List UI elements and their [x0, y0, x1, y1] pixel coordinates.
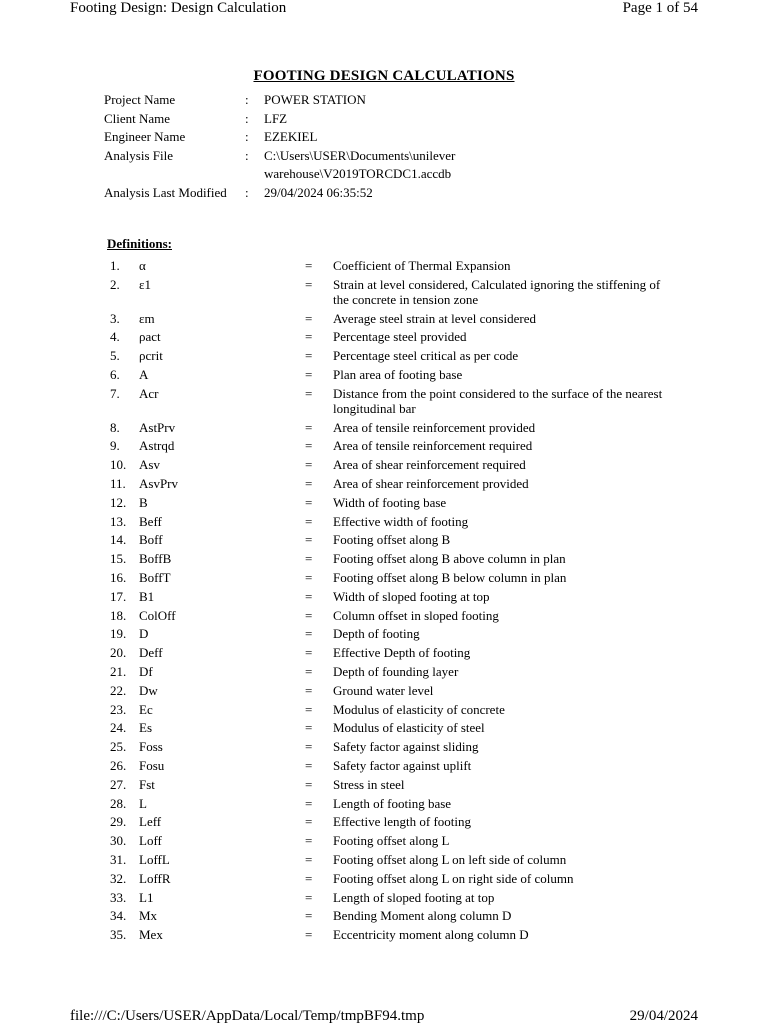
footer-file-path: file:///C:/Users/USER/AppData/Local/Temp/tmpBF94.tmp — [70, 1008, 425, 1024]
definition-description: Safety factor against sliding — [333, 739, 479, 755]
definition-equals: = — [305, 833, 313, 849]
meta-value: C:\Users\USER\Documents\unilever warehouse\V2019TORCDC1.accdb — [264, 147, 456, 181]
definition-equals: = — [305, 720, 313, 736]
definition-item — [110, 626, 663, 641]
definition-equals: = — [305, 329, 313, 345]
definition-description: Effective length of footing — [333, 814, 472, 830]
definition-description: Width of footing base — [333, 494, 447, 510]
definition-symbol: Asv — [139, 457, 160, 473]
definition-item — [110, 908, 663, 923]
definition-number: 9. — [110, 438, 120, 454]
definition-symbol: Loff — [139, 833, 162, 849]
project-info — [104, 91, 594, 202]
definition-number: 12. — [110, 494, 127, 510]
definition-symbol: B1 — [139, 588, 155, 604]
definition-item — [110, 796, 663, 811]
definition-description: Footing offset along B below column in plan — [333, 569, 567, 585]
meta-row-engineer — [104, 128, 594, 147]
meta-label: Engineer Name — [104, 129, 186, 144]
definition-symbol: Foss — [139, 739, 163, 755]
definition-description: Strain at level considered, Calculated ignoring the stiffening of the concrete in tension zone — [333, 276, 661, 307]
definition-equals: = — [305, 551, 313, 567]
meta-row-client — [104, 110, 594, 129]
definition-number: 26. — [110, 757, 127, 773]
page-header-title: Footing Design: Design Calculation — [70, 0, 287, 16]
definition-description: Percentage steel critical as per code — [333, 348, 519, 364]
definition-equals: = — [305, 258, 313, 273]
definition-number: 10. — [110, 457, 127, 473]
definition-number: 34. — [110, 908, 127, 924]
definition-number: 3. — [110, 310, 120, 326]
definition-number: 15. — [110, 551, 127, 567]
definition-symbol: Df — [139, 663, 153, 679]
meta-row-last-modified — [104, 184, 594, 203]
definition-symbol: LoffR — [139, 870, 171, 886]
definition-symbol: AsvPrv — [139, 475, 179, 491]
definition-description: Length of sloped footing at top — [333, 889, 495, 905]
definition-item — [110, 645, 663, 660]
definition-number: 17. — [110, 588, 127, 604]
definition-number: 27. — [110, 776, 127, 792]
definition-equals: = — [305, 475, 313, 491]
definition-equals: = — [305, 682, 313, 698]
definition-description: Area of shear reinforcement required — [333, 457, 526, 473]
meta-label: Analysis File — [104, 147, 173, 163]
definition-number: 30. — [110, 833, 127, 849]
meta-row-analysis-file — [104, 147, 594, 184]
definition-item — [110, 495, 663, 510]
definition-equals: = — [305, 814, 313, 830]
definition-number: 5. — [110, 348, 120, 364]
definition-number: 7. — [110, 385, 120, 401]
definition-number: 2. — [110, 276, 120, 292]
definition-number: 13. — [110, 513, 127, 529]
definition-number: 21. — [110, 663, 127, 679]
definition-symbol: Acr — [139, 385, 159, 401]
definition-equals: = — [305, 870, 313, 886]
definition-description: Length of footing base — [333, 795, 452, 811]
definition-item — [110, 664, 663, 679]
definition-item — [110, 420, 663, 435]
definition-equals: = — [305, 588, 313, 604]
definition-item — [110, 258, 663, 273]
definition-item — [110, 720, 663, 735]
definition-description: Footing offset along L — [333, 833, 450, 849]
definition-item — [110, 532, 663, 547]
definition-equals: = — [305, 276, 313, 292]
document-title: FOOTING DESIGN CALCULATIONS — [253, 68, 515, 84]
meta-label: Client Name — [104, 110, 171, 126]
definition-symbol: α — [139, 258, 146, 273]
definition-equals: = — [305, 795, 313, 811]
definition-number: 6. — [110, 366, 120, 382]
definition-description: Eccentricity moment along column D — [333, 927, 529, 943]
definition-item — [110, 608, 663, 623]
definition-symbol: Es — [139, 720, 152, 736]
definition-symbol: Boff — [139, 532, 163, 548]
definition-number: 29. — [110, 814, 127, 830]
definition-equals: = — [305, 607, 313, 623]
definition-number: 11. — [110, 475, 126, 491]
definition-number: 35. — [110, 927, 127, 943]
definition-equals: = — [305, 645, 313, 661]
meta-row-project — [104, 91, 594, 110]
meta-colon: : — [245, 92, 249, 107]
definition-item — [110, 386, 663, 416]
definition-description: Width of sloped footing at top — [333, 588, 490, 604]
definition-equals: = — [305, 494, 313, 510]
meta-value: EZEKIEL — [264, 129, 318, 144]
definition-equals: = — [305, 438, 313, 454]
definition-symbol: Ec — [139, 701, 153, 717]
definition-equals: = — [305, 889, 313, 905]
definition-equals: = — [305, 348, 313, 364]
definition-item — [110, 457, 663, 472]
meta-label: Project Name — [104, 92, 176, 107]
definition-equals: = — [305, 532, 313, 548]
definition-item — [110, 890, 663, 905]
definition-number: 32. — [110, 870, 127, 886]
definition-symbol: B — [139, 494, 148, 510]
definition-item — [110, 927, 663, 942]
definition-description: Depth of footing — [333, 626, 420, 642]
definition-symbol: ColOff — [139, 607, 176, 623]
definition-symbol: Astrqd — [139, 438, 175, 454]
definition-symbol: AstPrv — [139, 419, 176, 435]
definition-description: Average steel strain at level considered — [333, 310, 536, 326]
definition-description: Depth of founding layer — [333, 663, 459, 679]
definition-symbol: Fst — [139, 776, 155, 792]
definitions-heading: Definitions: — [107, 236, 172, 251]
definition-description: Modulus of elasticity of steel — [333, 720, 485, 736]
definition-item — [110, 589, 663, 604]
definition-number: 8. — [110, 419, 120, 435]
meta-colon: : — [245, 110, 249, 126]
definition-symbol: εm — [139, 310, 155, 326]
definition-item — [110, 758, 663, 773]
definition-description: Coefficient of Thermal Expansion — [333, 258, 511, 273]
definition-item — [110, 476, 663, 491]
definition-description: Ground water level — [333, 682, 434, 698]
definition-item — [110, 739, 663, 754]
meta-colon: : — [245, 147, 249, 163]
definition-equals: = — [305, 457, 313, 473]
definition-description: Safety factor against uplift — [333, 757, 472, 773]
definition-symbol: A — [139, 366, 149, 382]
definition-symbol: Fosu — [139, 757, 165, 773]
definition-item — [110, 871, 663, 886]
definition-item — [110, 367, 663, 382]
definition-item — [110, 833, 663, 848]
definition-symbol: BoffT — [139, 569, 171, 585]
definition-item — [110, 814, 663, 829]
definition-number: 33. — [110, 889, 127, 905]
meta-value: POWER STATION — [264, 92, 366, 107]
definition-equals: = — [305, 739, 313, 755]
definition-equals: = — [305, 701, 313, 717]
definition-equals: = — [305, 851, 313, 867]
definition-item — [110, 702, 663, 717]
definition-symbol: Beff — [139, 513, 162, 529]
definition-description: Footing offset along L on left side of column — [333, 851, 567, 867]
definition-description: Plan area of footing base — [333, 366, 463, 382]
definition-item — [110, 438, 663, 453]
meta-colon: : — [245, 184, 249, 200]
definition-equals: = — [305, 776, 313, 792]
definition-description: Distance from the point considered to the surface of the nearest longitudinal bar — [333, 385, 663, 416]
definition-symbol: Dw — [139, 682, 158, 698]
definition-equals: = — [305, 310, 313, 326]
definition-description: Percentage steel provided — [333, 329, 467, 345]
definition-number: 25. — [110, 739, 127, 755]
definition-symbol: Deff — [139, 645, 163, 661]
definition-description: Effective Depth of footing — [333, 645, 471, 661]
definition-equals: = — [305, 419, 313, 435]
definition-equals: = — [305, 757, 313, 773]
definition-equals: = — [305, 366, 313, 382]
definition-description: Bending Moment along column D — [333, 908, 512, 924]
definition-equals: = — [305, 626, 313, 642]
definition-equals: = — [305, 663, 313, 679]
page-number: Page 1 of 54 — [622, 0, 698, 16]
definition-item — [110, 277, 663, 307]
definition-item — [110, 329, 663, 344]
definition-number: 20. — [110, 645, 127, 661]
definition-symbol: L1 — [139, 889, 154, 905]
definition-equals: = — [305, 385, 313, 401]
definition-item — [110, 683, 663, 698]
definition-number: 28. — [110, 795, 127, 811]
definition-equals: = — [305, 513, 313, 529]
definition-number: 22. — [110, 682, 127, 698]
definition-symbol: ρcrit — [139, 348, 163, 364]
definition-description: Modulus of elasticity of concrete — [333, 701, 505, 717]
meta-colon: : — [245, 129, 249, 144]
definition-number: 24. — [110, 720, 127, 736]
definition-number: 23. — [110, 701, 127, 717]
definition-symbol: BoffB — [139, 551, 172, 567]
meta-value: 29/04/2024 06:35:52 — [264, 184, 373, 200]
definition-equals: = — [305, 569, 313, 585]
definition-symbol: LoffL — [139, 851, 170, 867]
definition-symbol: Mex — [139, 927, 163, 943]
definition-equals: = — [305, 927, 313, 943]
definition-item — [110, 777, 663, 792]
definition-item — [110, 348, 663, 363]
definition-number: 16. — [110, 569, 127, 585]
definition-description: Footing offset along B — [333, 532, 451, 548]
definition-item — [110, 852, 663, 867]
meta-label: Analysis Last Modified — [104, 184, 227, 200]
definition-equals: = — [305, 908, 313, 924]
definition-number: 14. — [110, 532, 127, 548]
definition-description: Stress in steel — [333, 776, 405, 792]
definition-description: Area of tensile reinforcement required — [333, 438, 533, 454]
definition-number: 4. — [110, 329, 120, 345]
definition-item — [110, 570, 663, 585]
definition-symbol: ρact — [139, 329, 161, 345]
definition-description: Area of shear reinforcement provided — [333, 475, 529, 491]
definition-symbol: Leff — [139, 814, 162, 830]
definition-symbol: Mx — [139, 908, 158, 924]
definition-symbol: ε1 — [139, 276, 151, 292]
definition-description: Footing offset along B above column in plan — [333, 551, 566, 567]
definitions-list — [110, 258, 663, 946]
definition-number: 31. — [110, 851, 127, 867]
definition-item — [110, 514, 663, 529]
definition-symbol: L — [139, 795, 147, 811]
definition-number: 19. — [110, 626, 127, 642]
definition-number: 1. — [110, 258, 120, 273]
definition-description: Column offset in sloped footing — [333, 607, 499, 623]
footer-date: 29/04/2024 — [629, 1008, 698, 1024]
definition-symbol: D — [139, 626, 149, 642]
definition-number: 18. — [110, 607, 127, 623]
meta-value: LFZ — [264, 110, 288, 126]
definition-description: Area of tensile reinforcement provided — [333, 419, 536, 435]
definition-item — [110, 551, 663, 566]
definition-description: Footing offset along L on right side of column — [333, 870, 574, 886]
definition-item — [110, 311, 663, 326]
definition-description: Effective width of footing — [333, 513, 469, 529]
